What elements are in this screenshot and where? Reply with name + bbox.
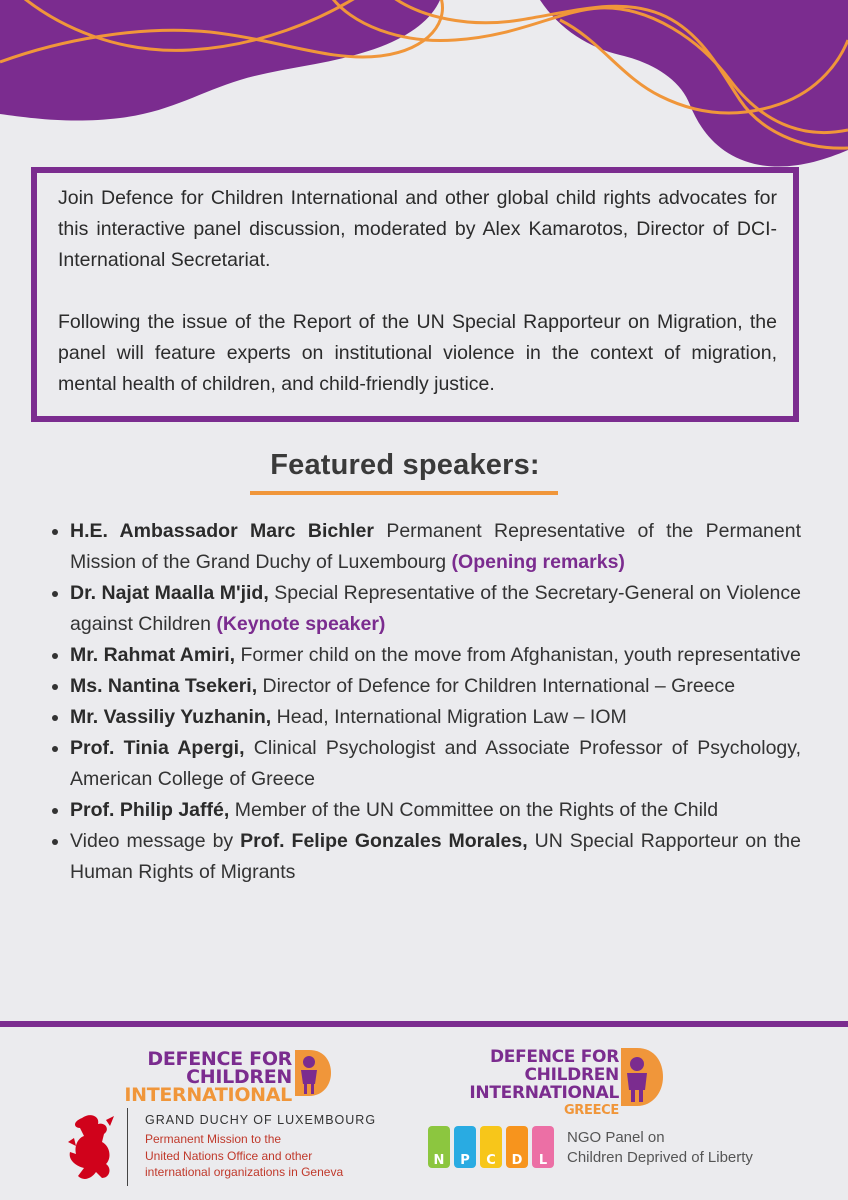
dci-logo: DEFENCE FOR CHILDREN INTERNATIONAL	[124, 1048, 292, 1106]
dci-greece-d-icon	[617, 1046, 665, 1108]
speaker-item: • H.E. Ambassador Marc Bichler Permanent Representative of the Permanent Mission of the Grand Duchy of Luxembourg (Opening remarks)	[70, 516, 801, 578]
speaker-item: • Mr. Rahmat Amiri, Former child on the move from Afghanistan, youth representative	[70, 640, 801, 671]
heading-underline	[250, 491, 558, 495]
luxembourg-lion-icon	[62, 1112, 118, 1184]
header-decoration	[0, 0, 848, 170]
npcdl-letter: C	[486, 1153, 496, 1168]
npcdl-letter: D	[511, 1153, 523, 1168]
footer-divider	[0, 1021, 848, 1027]
dci-greece-logo: DEFENCE FOR CHILDREN INTERNATIONAL GREECE	[469, 1047, 619, 1118]
intro-paragraph-2: Following the issue of the Report of the UN Special Rapporteur on Migration, the panel will feature experts on institutional violence in the context of migration, mental health of children, and child-friendly justice.	[58, 311, 777, 395]
speaker-item: • Dr. Najat Maalla M'jid, Special Representative of the Secretary-General on Violence against Children (Keynote speaker)	[70, 578, 801, 640]
speaker-item: • Prof. Tinia Apergi, Clinical Psychologist and Associate Professor of Psychology, American College of Greece	[70, 733, 801, 795]
speaker-item: • Video message by Prof. Felipe Gonzales Morales, UN Special Rapporteur on the Human Rights of Migrants	[70, 826, 801, 888]
npcdl-letter: P	[460, 1153, 470, 1168]
intro-paragraph-1: Join Defence for Children International and other global child rights advocates for this interactive panel discussion, moderated by Alex Kamarotos, Director of DCI- International Secretariat.	[58, 187, 777, 271]
npcdl-letter: L	[538, 1153, 548, 1168]
featured-speakers-heading: Featured speakers:	[270, 449, 540, 481]
dci-d-icon	[291, 1048, 333, 1098]
speaker-list	[45, 516, 801, 888]
luxembourg-subtitle: Permanent Mission to the United Nations Office and other international organizations in Geneva	[145, 1132, 344, 1179]
purple-blob-left	[0, 0, 440, 121]
luxembourg-title: GRAND DUCHY OF LUXEMBOURG	[145, 1113, 377, 1127]
speaker-item: • Ms. Nantina Tsekeri, Director of Defence for Children International – Greece	[70, 671, 801, 702]
luxembourg-separator	[127, 1108, 128, 1186]
npcdl-logo	[428, 1124, 558, 1170]
npcdl-name: NGO Panel on Children Deprived of Liberty	[567, 1129, 753, 1166]
speaker-item: • Mr. Vassiliy Yuzhanin, Head, International Migration Law – IOM	[70, 702, 801, 733]
npcdl-letter: N	[433, 1153, 445, 1168]
speaker-item: • Prof. Philip Jaffé, Member of the UN Committee on the Rights of the Child	[70, 795, 801, 826]
intro-box	[31, 167, 799, 422]
